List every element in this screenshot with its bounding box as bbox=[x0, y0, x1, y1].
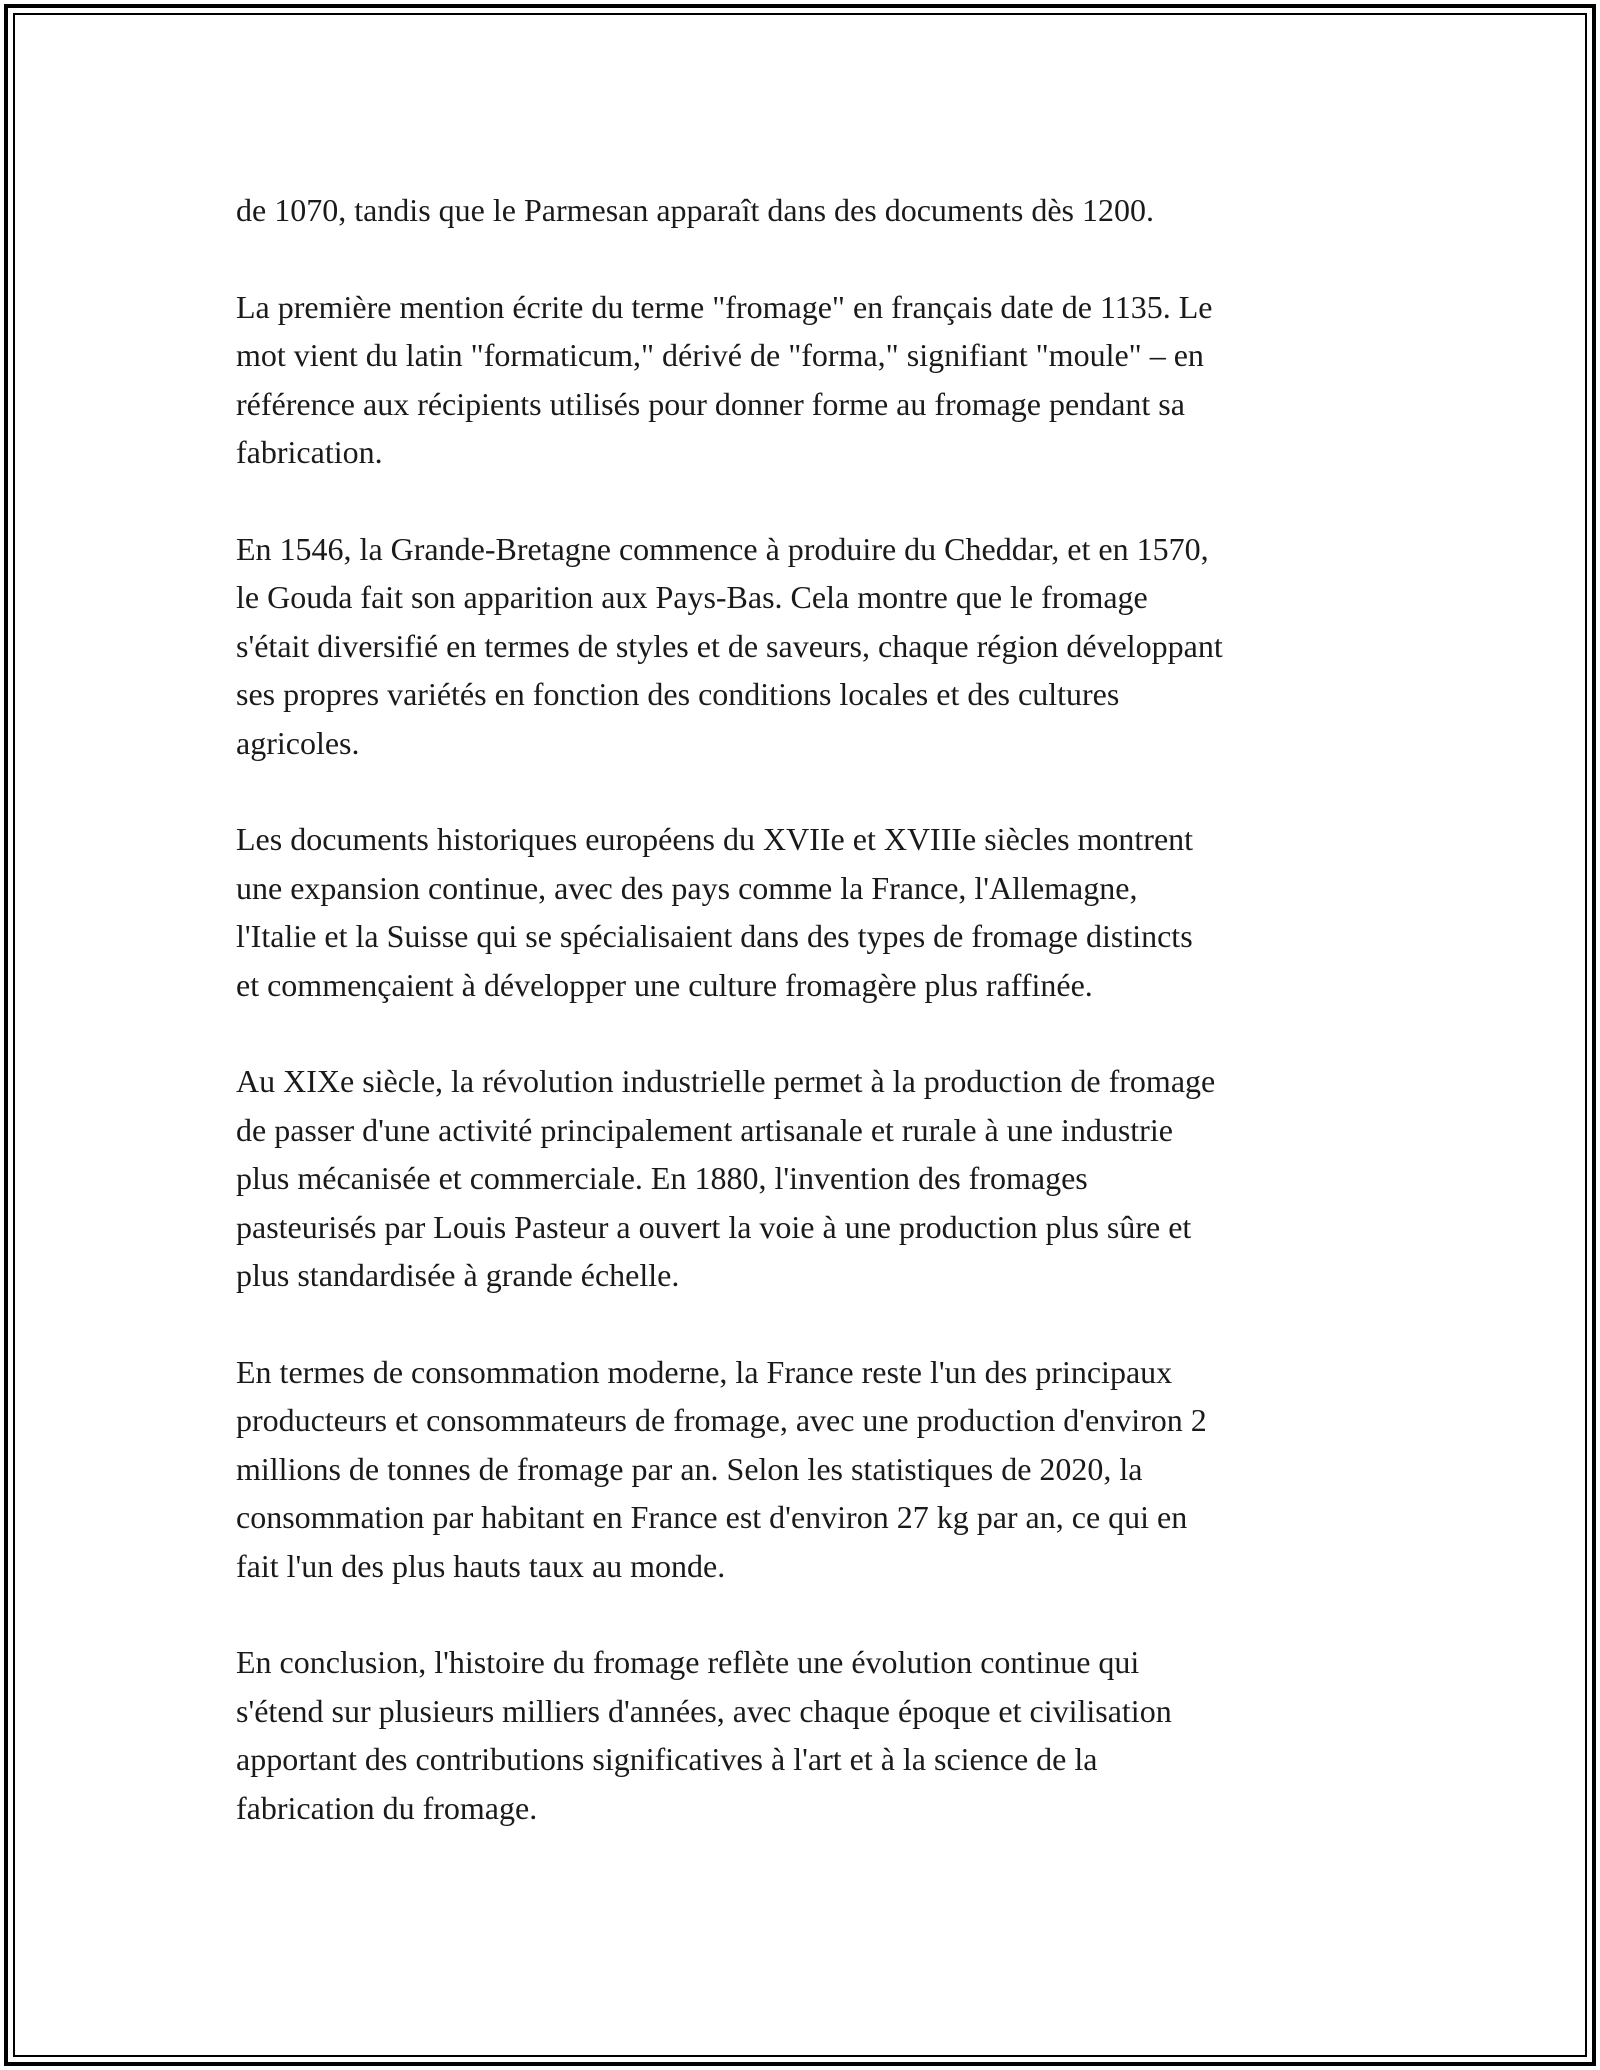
paragraph-etymology: La première mention écrite du terme "fromage" en français date de 1135. Le mot vient du latin "formaticum," dérivé de "forma," signifiant "moule" – en référence aux récipients utilisés pour donner forme au fromage pendant sa fabrication. bbox=[236, 288, 1213, 470]
paragraph-cheddar-gouda: En 1546, la Grande-Bretagne commence à produire du Cheddar, et en 1570, le Gouda fait son apparition aux Pays-Bas. Cela montre que le fromage s'était diversifié en termes de styles et de saveurs, chaque région développant ses propres variétés en fonction des conditions locales et des cultures agricoles. bbox=[236, 530, 1223, 761]
paragraph-modern-consumption: En termes de consommation moderne, la France reste l'un des principaux producteurs et consommateurs de fromage, avec une production d'environ 2 millions de tonnes de fromage par an. Selon les statistiques de 2020, la consommation par habitant en France est d'environ 27 kg par an, ce qui en fait l'un des plus hauts taux au monde. bbox=[236, 1353, 1207, 1584]
paragraph-continuation: de 1070, tandis que le Parmesan apparaît dans des documents dès 1200. bbox=[236, 192, 1154, 228]
document-body bbox=[236, 186, 1386, 1880]
paragraph-17th-18th-centuries: Les documents historiques européens du XVIIe et XVIIIe siècles montrent une expansion continue, avec des pays comme la France, l'Allemagne, l'Italie et la Suisse qui se spécialisaient dans des types de fromage distincts et commençaient à développer une culture fromagère plus raffinée. bbox=[236, 821, 1194, 1003]
paragraph-conclusion: En conclusion, l'histoire du fromage reflète une évolution continue qui s'étend sur plusieurs milliers d'années, avec chaque époque et civilisation apportant des contributions significatives à l'art et à la science de la fabrication du fromage. bbox=[236, 1644, 1172, 1826]
paragraph-19th-century: Au XIXe siècle, la révolution industrielle permet à la production de fromage de passer d'une activité principalement artisanale et rurale à une industrie plus mécanisée et commerciale. En 1880, l'invention des fromages pasteurisés par Louis Pasteur a ouvert la voie à une production plus sûre et plus standardisée à grande échelle. bbox=[236, 1063, 1216, 1293]
